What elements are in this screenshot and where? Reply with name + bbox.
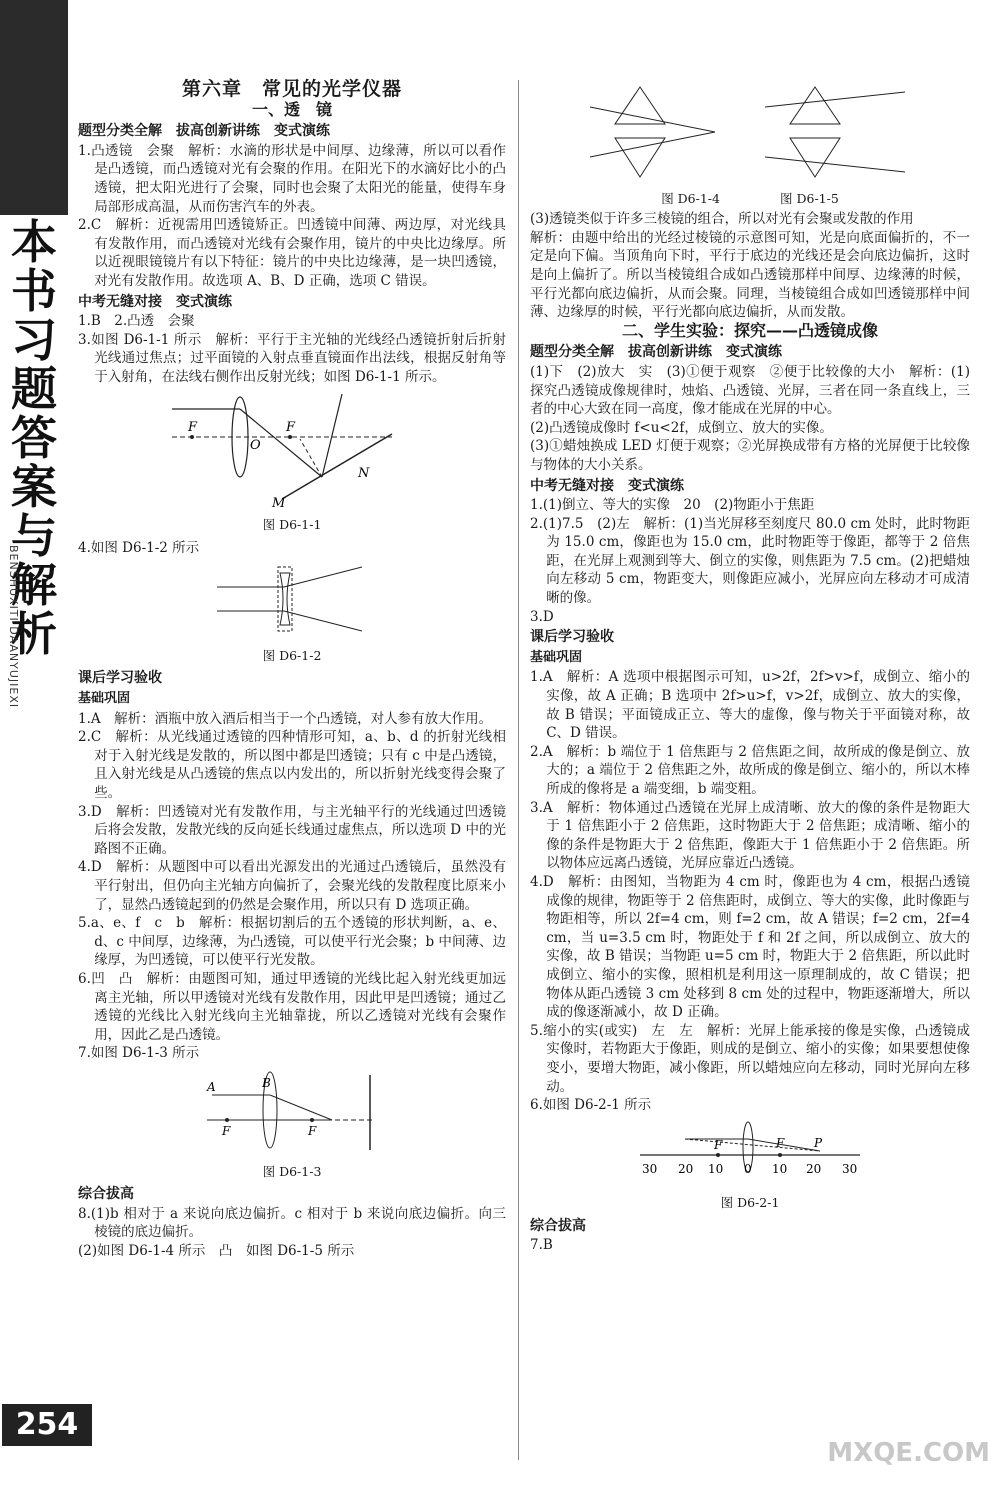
figure-caption: 图 D6-2-1 (720, 1195, 780, 1211)
heading: 课后学习验收 (530, 629, 614, 646)
answer-item: 1.(1)倒立、等大的实像 20 (2)物距小于焦距 (530, 497, 815, 514)
label-a: A (207, 1079, 216, 1094)
answer-item: 8.(1)b 相对于 a 来说向底边偏折。c 相对于 b 来说向底边偏折。向三棱镜的底边偏折。 (78, 1205, 506, 1241)
figure-d6-1-1 (78, 389, 506, 515)
title-char: 习 (11, 313, 57, 367)
figure-caption: 图 D6-1-4 (661, 190, 720, 206)
label-f: F (308, 1123, 317, 1138)
title-char: 本 (11, 215, 57, 269)
label-f: F (714, 1137, 723, 1152)
answer-item: 解析：由题中给出的光经过棱镜的示意图可知，光是向底面偏折的，不一定是向下偏。当顶角向下时，平行于底边的光线还是会向底边偏折，这时是向上偏折了。所以当棱镜组合成如凸透镜那样中间厚、边缘薄的时候，平行光都向底边偏折，从而会聚。同理，当棱镜组合成如凹透镜那样中间薄、边缘厚的时候，平行光都向底边偏折，从而发散。 (530, 229, 970, 321)
answer-item: 4.如图 D6-1-2 所示 (78, 539, 200, 556)
sidebar (0, 0, 68, 1488)
answer-item: (2)如图 D6-1-4 所示 凸 如图 D6-1-5 所示 (78, 1242, 355, 1259)
tick-label: 10 (708, 1161, 724, 1176)
heading: 综合拔高 (530, 1217, 586, 1234)
label-m: M (272, 495, 286, 509)
title-char: 与 (11, 509, 57, 563)
answer-item: (3)透镜类似于许多三棱镜的组合，所以对光有会聚或发散的作用 (530, 211, 914, 228)
title-char: 书 (11, 264, 57, 318)
answer-item: 2.A 解析：b 端位于 1 倍焦距与 2 倍焦距之间，故所成的像是倒立、放大的；a 端位于 2 倍焦距之外，故所成的像是倒立、缩小的，所以木棒所成的像将是 a 端变细，b 端变粗。 (530, 743, 970, 797)
right-column (530, 80, 970, 1255)
answer-item: 4.D 解析：由图知，当物距为 4 cm 时，像距也为 4 cm，根据凸透镜成像的规律，物距等于 2 倍焦距时，成倒立、等大的实像，此时像距与物距相等，所以 2f=4 cm，则 f=2 cm，故 A 错误；f=2 cm，2f=4 cm，当 u=3.5 cm 时，物距处于 f 和 2f 之间，所以成倒立、放大的实像，故 B 错误；当物距 u=5 cm 时，物距大于 2 倍焦距，所以此时成倒立、缩小的实像，照相机是利用这一原理制成的，故 C 错误；把物体从距凸透镜 3 cm 处移到 8 cm 处的过程中，物距逐渐增大，所以成的像逐渐减小，故 D 正确。 (530, 873, 970, 1021)
answer-item: 5.a、e、f c b 解析：根据切割后的五个透镜的形状判断，a、e、d、c 中间厚，边缘薄，为凸透镜，可以使平行光会聚；b 中间薄、边缘厚，为凹透镜，可以使平行光发散。 (78, 915, 506, 969)
section-title: 二、学生实验：探究——凸透镜成像 (621, 320, 878, 340)
tick-label: 30 (842, 1161, 858, 1176)
title-char: 案 (11, 460, 57, 514)
answer-item: 2.C 解析：从光线通过透镜的四种情形可知，a、b、d 的折射光线相对于入射光线是发散的，所以图中都是凹透镜；只有 c 中是凸透镜，且入射光线是从凸透镜的焦点以内发出的，所以折射光线变得会聚了些。 (78, 729, 506, 802)
section-title: 一、透 镜 (251, 99, 332, 119)
label-f: F (188, 419, 198, 435)
figure-caption: 图 D6-1-2 (262, 647, 322, 663)
answer-item: 4.D 解析：从题图中可以看出光源发出的光通过凸透镜后，虽然没有平行射出，但仍向主光轴方向偏折了，会聚光线的发散程度比原来小了，显然凸透镜起到的仍然是会聚作用，所以只有 D 选项正确。 (78, 859, 506, 913)
answer-item: 3.D (530, 608, 554, 625)
convex-lens-diagram (202, 1065, 382, 1155)
figure-caption: 图 D6-1-5 (780, 190, 839, 206)
tick-label: 10 (772, 1161, 788, 1176)
column-divider (518, 80, 519, 1460)
label-f: F (286, 419, 296, 435)
answer-item: 7.B (530, 1237, 553, 1254)
figure-d6-1-2 (78, 559, 506, 645)
tick-label: 20 (806, 1161, 822, 1176)
subheading: 基础巩固 (78, 691, 131, 707)
figure-prisms (530, 82, 970, 188)
answer-item: 7.如图 D6-1-3 所示 (78, 1045, 200, 1062)
optical-bench-diagram (630, 1117, 870, 1187)
figure-caption: 图 D6-1-1 (262, 517, 322, 533)
tick-label: 0 (744, 1161, 752, 1176)
label-p: P (814, 1135, 823, 1150)
sidebar-pinyin: BENSHUXITI DAANYUJIEXI (7, 545, 20, 709)
page-number: 254 (2, 1404, 92, 1446)
answer-item: 2.C 解析：近视需用凹透镜矫正。凹透镜中间薄、两边厚，对光线具有发散作用，而凸透镜对光线有会聚作用，镜片的中央比边缘厚。所以近视眼镜镜片有以下特征：镜片的中央比边缘薄，是一块凹透镜，对光有发散作用。故选项 A、B、D 正确，选项 C 错误。 (78, 217, 506, 289)
label-f: F (222, 1123, 231, 1138)
answer-item: 3.A 解析：物体通过凸透镜在光屏上成清晰、放大的像的条件是物距大于 1 倍焦距小于 2 倍焦距，这时物距大于 2 倍焦距；成清晰、缩小的像的条件是物距大于 2 倍焦距，像距大于 1 倍焦距小于 2 倍焦距。所以物体应远离凸透镜，光屏应靠近凸透镜。 (530, 799, 970, 872)
answer-item: 2.(1)7.5 (2)左 解析：(1)当光屏移至刻度尺 80.0 cm 处时，此时物距为 15.0 cm，像距也为 15.0 cm，此时物距等于像距，都等于 2 倍焦距，在光屏上观测到等大、倒立的实像，则焦距为 7.5 cm。(2)把蜡烛向左移动 5 cm，物距变大，则像距应减小，光屏应向左移动才可成清晰的像。 (530, 515, 970, 607)
answer-item: 1.A 解析：A 选项中根据图示可知，u>2f，2f>v>f，成倒立、缩小的实像，故 A 正确；B 选项中 2f>u>f，v>2f，成倒立、放大的实像，故 B 错误；平面镜成正立、等大的虚像，像与物关于平面镜对称，故 C、D 错误。 (530, 669, 970, 742)
heading: 中考无缝对接 变式演练 (78, 293, 232, 310)
title-char: 析 (11, 607, 57, 661)
figure-d6-2-1 (530, 1117, 970, 1193)
label-o: O (250, 437, 261, 453)
tick-label: 30 (642, 1161, 658, 1176)
heading: 题型分类全解 拔高创新讲练 变式演练 (78, 123, 330, 140)
answer-item: (3)①蜡烛换成 LED 灯便于观察；②光屏换成带有方格的光屏便于比较像与物体的大小关系。 (530, 438, 970, 473)
left-column (78, 80, 506, 1261)
heading: 课后学习验收 (78, 670, 162, 687)
answer-item: 1.B 2.凸透 会聚 (78, 313, 195, 330)
answer-item: (1)下 (2)放大 实 (3)①便于观察 ②便于比较像的大小 解析：(1)探究凸透镜成像规律时，烛焰、凸透镜、光屏，三者在同一条直线上，三者的中心大致在同一高度，像才能成在光屏的中心。 (530, 363, 970, 418)
label-n: N (358, 465, 370, 481)
title-char: 答 (11, 411, 57, 465)
label-b: B (262, 1075, 271, 1090)
title-char: 解 (11, 558, 57, 612)
answer-item: (2)凸透镜成像时 f<u<2f，成倒立、放大的实像。 (530, 419, 833, 436)
figure-captions (530, 190, 970, 209)
answer-item: 5.缩小的实(或实) 左 左 解析：光屏上能承接的像是实像，凸透镜成实像时，若物距大于像距，则成的是倒立、缩小的实像；如果要想使像变小，要增大物距，减小像距，所以蜡烛应向左移动，同时光屏向左移动。 (530, 1022, 970, 1095)
concave-lens-diagram (212, 559, 372, 639)
label-f: F (776, 1135, 785, 1150)
answer-item: 6.如图 D6-2-1 所示 (530, 1097, 652, 1114)
chapter-title: 第六章 常见的光学仪器 (181, 78, 402, 100)
heading: 综合拔高 (78, 1186, 134, 1203)
answer-item: 3.如图 D6-1-1 所示 解析：平行于主光轴的光线经凸透镜折射后折射光线通过焦点；过平面镜的入射点垂直镜面作出法线，根据反射角等于入射角，在法线右侧作出反射光线；如图 D6-1-1 所示。 (78, 331, 506, 385)
heading: 题型分类全解 拔高创新讲练 变式演练 (530, 344, 782, 361)
heading: 中考无缝对接 变式演练 (530, 477, 684, 494)
lens-mirror-diagram (162, 389, 422, 509)
watermark: MXQE.COM (827, 1438, 990, 1468)
answer-item: 1.A 解析：酒瓶中放入酒后相当于一个凸透镜，对人参有放大作用。 (78, 710, 493, 727)
figure-caption: 图 D6-1-3 (262, 1163, 322, 1179)
answer-item: 1.凸透镜 会聚 解析：水滴的形状是中间厚、边缘薄，所以可以看作是凸透镜，而凸透镜对光有会聚的作用。在阳光下的水滴好比小的凸透镜，把太阳光进行了会聚，同时也会聚了太阳光的能量，使得车身局部形成高温，从而伤害汽车的外表。 (78, 142, 506, 215)
sidebar-dark-band (0, 0, 68, 215)
answer-item: 3.D 解析：凹透镜对光有发散作用，与主光轴平行的光线通过凹透镜后将会发散，发散光线的反向延长线通过虚焦点，所以选项 D 中的光路图不正确。 (78, 803, 506, 857)
title-char: 题 (11, 362, 57, 416)
answer-item: 6.凹 凸 解析：由题图可知，通过甲透镜的光线比起入射光线更加远离主光轴，所以甲透镜对光线有发散作用，因此甲是凹透镜；通过乙透镜的光线比入射光线向主光轴靠拢，所以乙透镜对光线有会聚作用，因此乙是凸透镜。 (78, 970, 506, 1043)
prism-diagrams (585, 82, 915, 182)
tick-label: 20 (678, 1161, 694, 1176)
subheading: 基础巩固 (530, 649, 583, 665)
figure-d6-1-3 (78, 1065, 506, 1161)
